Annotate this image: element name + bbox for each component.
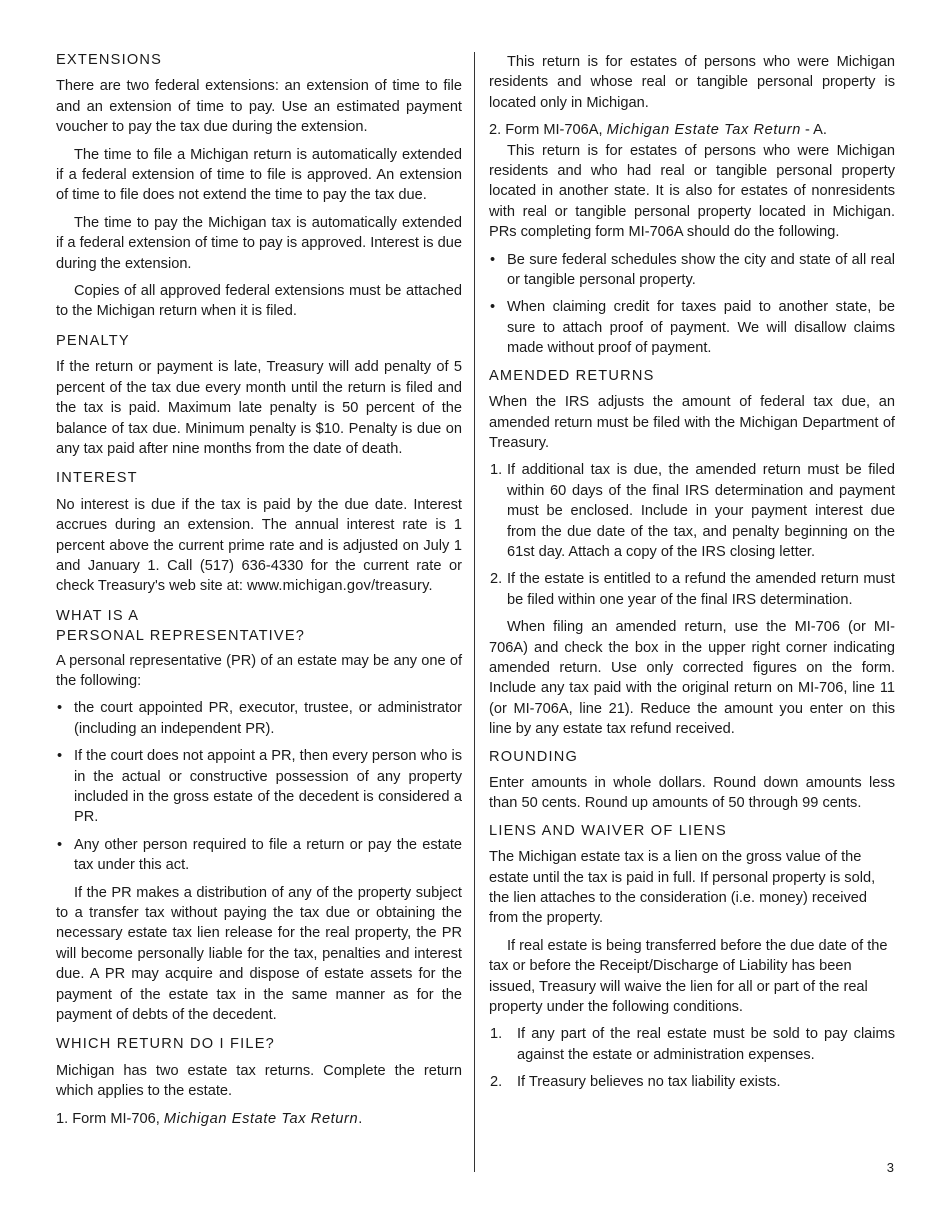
item-end: . — [358, 1110, 363, 1127]
mi706a-bullet-list — [489, 250, 895, 359]
pr-heading-line2: PERSONAL REPRESENTATIVE? — [56, 628, 306, 645]
liens-item-2: If Treasury believes no tax liability exists. — [517, 1074, 781, 1091]
list-item — [489, 569, 895, 610]
treasury-url: www.michigan.gov/treasury. — [246, 578, 433, 595]
list-item — [56, 698, 462, 739]
list-item — [56, 835, 462, 876]
list-item — [56, 746, 462, 828]
pr-heading-line1: WHAT IS A — [56, 607, 140, 624]
mi706a-description: This return is for estates of persons who were Michigan residents and who had real or tangible personal property located in another state. It is also for estates of nonresidents with real or tangible personal property located in Michigan. PRs completing form MI-706A should do the following. — [489, 142, 895, 241]
item-end: - A. — [805, 122, 827, 139]
extensions-paragraph-3: The time to pay the Michigan tax is automatically extended if a federal extension of time to pay is approved. Interest is due during the extension. — [56, 214, 462, 272]
list-item — [489, 460, 895, 562]
extensions-paragraph-1: There are two federal extensions: an extension of time to file and an extension of time to pay. Use an estimated payment voucher to pay the tax due during the extension. — [56, 78, 462, 136]
bullet-mark: • — [57, 836, 63, 853]
pr-bullet-3: Any other person required to file a return or pay the estate tax under this act. — [74, 836, 462, 874]
extensions-paragraph-4: Copies of all approved federal extensions must be attached to the Michigan return when it is filed. — [56, 283, 462, 320]
interest-paragraph — [56, 495, 462, 597]
amended-returns-heading: AMENDED RETURNS — [489, 367, 655, 384]
item-number: 2. — [489, 122, 502, 139]
form-title: Michigan Estate Tax Return — [163, 1110, 359, 1127]
item-number: 1. — [490, 462, 503, 479]
pr-bullet-2: If the court does not appoint a PR, then every person who is in the actual or constructive possession of any property included in the gross estate of the decedent is considered a PR. — [74, 748, 462, 826]
penalty-paragraph: If the return or payment is late, Treasury will add penalty of 5 percent of the tax due every month until the return is filed and the tax is paid. Maximum late penalty is 50 percent of the balance of tax due. Minimum penalty is $10. Penalty is due on any tax paid after nine months from the date of death. — [56, 359, 462, 457]
which-return-item-2 — [489, 120, 895, 140]
which-return-item-1 — [56, 1109, 462, 1129]
right-column — [489, 52, 895, 1100]
extensions-heading: EXTENSIONS — [56, 52, 163, 68]
item-text: Form MI-706, — [72, 1110, 160, 1127]
bullet-mark: • — [490, 299, 496, 316]
amended-paragraph-2: When filing an amended return, use the MI-706 (or MI-706A) and check the box in the upper right corner indicating amended return. Use only corrected figures on the form. Include any tax paid with the original return on MI-706, line 11 (or MI-706A, line 21). Reduce the amount you enter on this line by any estate tax refund received. — [489, 619, 895, 738]
liens-item-1: If any part of the real estate must be sold to pay claims against the estate or administration expenses. — [517, 1026, 895, 1063]
rounding-paragraph: Enter amounts in whole dollars. Round down amounts less than 50 cents. Round up amounts of 50 through 99 cents. — [489, 775, 895, 812]
mi706-description: This return is for estates of persons who were Michigan residents and whose real or tangible personal property is located only in Michigan. — [489, 54, 895, 111]
item-number: 1. — [56, 1110, 69, 1127]
list-item — [489, 1072, 895, 1092]
item-number: 2. — [490, 1074, 503, 1091]
pr-heading — [56, 606, 462, 647]
item-number: 1. — [490, 1026, 503, 1043]
amended-numbered-list — [489, 460, 895, 610]
pr-paragraph-2: If the PR makes a distribution of any of the property subject to a transfer tax without paying the tax due or obtaining the necessary estate tax lien release for the real property, the PR will become personally liable for the tax, penalties and interest due. A PR may acquire and dispose of estate assets for the payment of the estate tax in the same manner as for the payment of debts of the decedent. — [56, 884, 462, 1024]
bullet-mark: • — [57, 700, 63, 717]
amended-item-2: If the estate is entitled to a refund the amended return must be filed within one year of the final IRS determination. — [507, 571, 895, 608]
which-return-paragraph: Michigan has two estate tax returns. Complete the return which applies to the estate. — [56, 1062, 462, 1100]
mi706a-bullet-2: When claiming credit for taxes paid to another state, be sure to attach proof of payment. We will disallow claims made without proof of payment. — [507, 299, 895, 357]
pr-bullet-1: the court appointed PR, executor, trustee, or administrator (including an independent PR). — [74, 700, 462, 737]
extensions-paragraph-2: The time to file a Michigan return is automatically extended if a federal extension of time to file is approved. An extension of time to file does not extend the time to pay the tax due. — [56, 146, 462, 204]
liens-paragraph-1: The Michigan estate tax is a lien on the gross value of the estate until the tax is paid in full. If personal property is sold, the lien attaches to the consideration (i.e. money) received from the property. — [489, 849, 876, 927]
interest-heading: INTEREST — [56, 470, 138, 487]
pr-bullet-list — [56, 698, 462, 875]
list-item — [489, 297, 895, 358]
form-title: Michigan Estate Tax Return — [606, 122, 801, 139]
rounding-heading: ROUNDING — [489, 748, 579, 765]
liens-heading: LIENS AND WAIVER OF LIENS — [489, 822, 727, 839]
list-item — [489, 1024, 895, 1065]
item-number: 2. — [490, 571, 503, 588]
list-item — [489, 250, 895, 291]
item-text: Form MI-706A, — [505, 122, 603, 139]
liens-numbered-list — [489, 1024, 895, 1092]
liens-paragraph-2: If real estate is being transferred before the due date of the tax or before the Receipt/Discharge of Liability has been issued, Treasury will waive the lien for all or part of the real property under the following conditions. — [489, 937, 888, 1016]
page-number: 3 — [886, 1160, 894, 1175]
which-return-heading: WHICH RETURN DO I FILE? — [56, 1036, 275, 1053]
bullet-mark: • — [57, 748, 63, 765]
pr-paragraph-1: A personal representative (PR) of an estate may be any one of the following: — [56, 652, 462, 689]
amended-paragraph-1: When the IRS adjusts the amount of federal tax due, an amended return must be filed with the Michigan Department of Treasury. — [489, 394, 895, 451]
penalty-heading: PENALTY — [56, 332, 130, 349]
column-divider — [474, 52, 475, 1172]
left-column — [56, 50, 462, 1136]
interest-text: No interest is due if the tax is paid by the due date. Interest accrues during an extension. The annual interest rate is 1 percent above the current prime rate and is adjusted on July 1 and January 1. Call (517) 636-4330 for the current rate or check Treasury's web site at: — [56, 496, 462, 595]
amended-item-1: If additional tax is due, the amended return must be filed within 60 days of the final IRS determination and payment must be enclosed. Include in your payment interest due from the due date of the tax, and penalty beginning on the 61st day. Attach a copy of the IRS closing letter. — [507, 462, 895, 560]
mi706a-bullet-1: Be sure federal schedules show the city and state of all real or tangible personal property. — [507, 251, 895, 289]
bullet-mark: • — [490, 251, 496, 268]
